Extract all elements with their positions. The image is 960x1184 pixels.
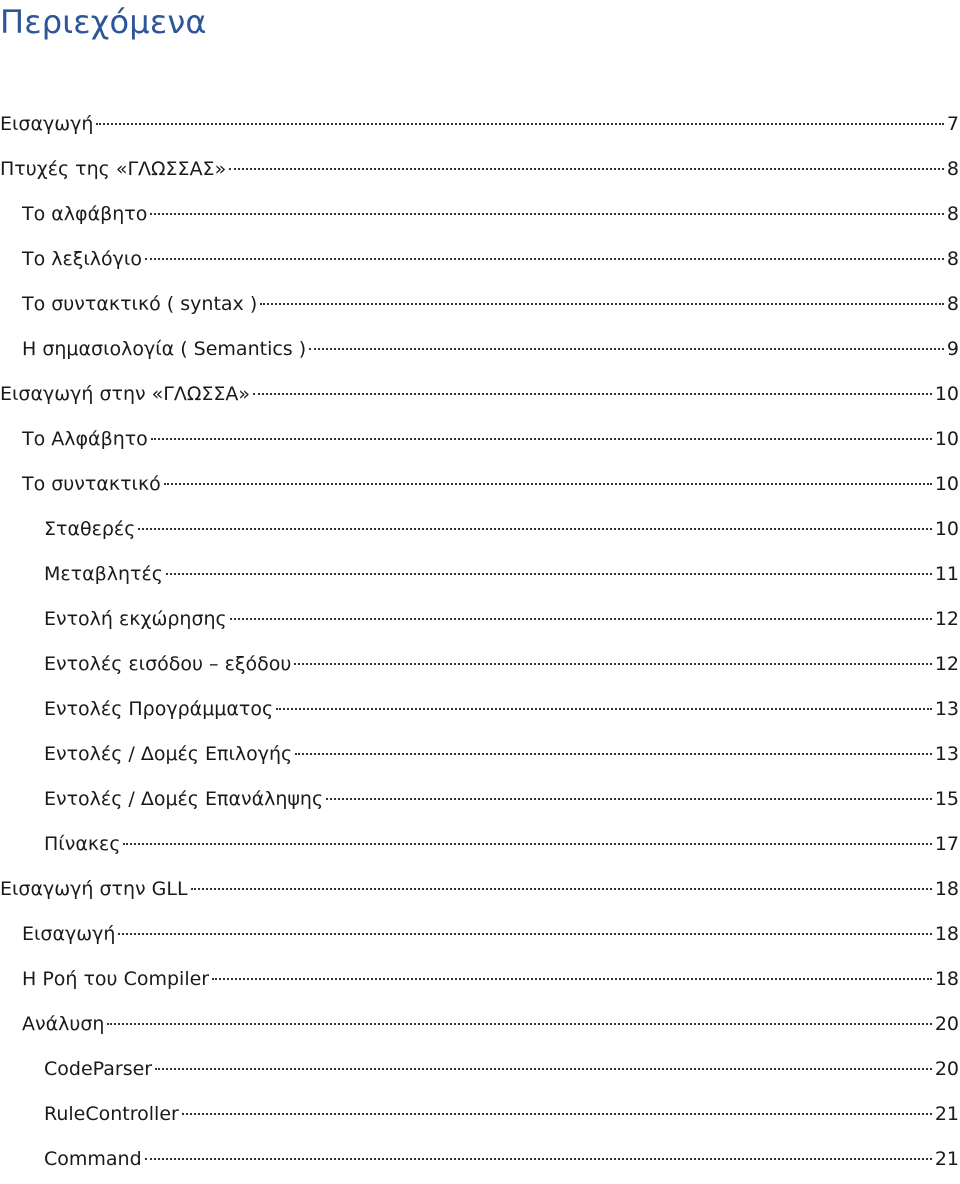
toc-entry-title[interactable]: Command <box>44 1148 142 1170</box>
dot-leader <box>138 528 931 530</box>
dot-leader <box>145 258 944 260</box>
toc-page-number[interactable]: 10 <box>934 518 959 540</box>
toc-entry-title[interactable]: Το λεξιλόγιο <box>22 248 142 270</box>
dot-leader <box>326 798 932 800</box>
dot-leader <box>164 483 932 485</box>
toc-entry-title[interactable]: Εντολές εισόδου – εξόδου <box>44 653 292 675</box>
dot-leader <box>191 888 932 890</box>
toc-page-number[interactable]: 13 <box>934 698 959 720</box>
toc-entry-title[interactable]: Εισαγωγή στην «ΓΛΩΣΣΑ» <box>0 383 251 405</box>
dot-leader <box>253 393 932 395</box>
toc-entry[interactable] <box>0 689 960 734</box>
toc-page-number[interactable]: 10 <box>934 428 959 450</box>
toc-page-number[interactable]: 18 <box>934 878 959 900</box>
toc-entry-title[interactable]: Εισαγωγή στην GLL <box>0 878 188 900</box>
toc-entry[interactable] <box>0 239 960 284</box>
toc-page-number[interactable]: 8 <box>946 158 959 180</box>
toc-entry-title[interactable]: Το συντακτικό <box>22 473 161 495</box>
toc-page-number[interactable]: 8 <box>946 293 959 315</box>
toc-entry-title[interactable]: Ανάλυση <box>22 1013 105 1035</box>
toc-page-number[interactable]: 9 <box>946 338 959 360</box>
toc-entry[interactable] <box>0 104 960 149</box>
toc-entry-title[interactable]: Εντολές / Δομές Επανάληψης <box>44 788 324 810</box>
dot-leader <box>151 438 932 440</box>
toc-page-number[interactable]: 12 <box>934 608 959 630</box>
dot-leader <box>150 213 944 215</box>
toc-entry-title[interactable]: Η σημασιολογία ( Semantics ) <box>22 338 307 360</box>
toc-entry[interactable] <box>0 284 960 329</box>
toc-page-number[interactable]: 13 <box>934 743 959 765</box>
toc-page-number[interactable]: 20 <box>934 1058 959 1080</box>
toc-entry-title[interactable]: Μεταβλητές <box>44 563 163 585</box>
toc-entry-title[interactable]: Το συντακτικό ( syntax ) <box>22 293 258 315</box>
dot-leader <box>260 303 944 305</box>
page-title: Περιεχόμενα <box>0 3 207 41</box>
toc-page-number[interactable]: 11 <box>934 563 959 585</box>
toc-entry[interactable] <box>0 329 960 374</box>
toc-page-number[interactable]: 18 <box>934 968 959 990</box>
dot-leader <box>230 618 932 620</box>
toc-page-number[interactable]: 8 <box>946 248 959 270</box>
dot-leader <box>166 573 932 575</box>
dot-leader <box>182 1113 932 1115</box>
toc-page-number[interactable]: 18 <box>934 923 959 945</box>
toc-entry[interactable] <box>0 1094 960 1139</box>
toc-entry[interactable] <box>0 149 960 194</box>
toc-entry[interactable] <box>0 824 960 869</box>
toc-page-number[interactable]: 8 <box>946 203 959 225</box>
toc-entry[interactable] <box>0 1004 960 1049</box>
dot-leader <box>276 708 932 710</box>
toc-entry[interactable] <box>0 419 960 464</box>
toc-entry[interactable] <box>0 1139 960 1184</box>
toc-entry-title[interactable]: Πίνακες <box>44 833 121 855</box>
toc-entry-title[interactable]: Πτυχές της «ΓΛΩΣΣΑΣ» <box>0 158 227 180</box>
toc-page-number[interactable]: 10 <box>934 473 959 495</box>
toc-entry-title[interactable]: Εντολές Προγράμματος <box>44 698 274 720</box>
dot-leader <box>229 168 944 170</box>
toc-entry[interactable] <box>0 959 960 1004</box>
toc-entry[interactable] <box>0 554 960 599</box>
toc-entry-title[interactable]: Εισαγωγή <box>0 113 94 135</box>
toc-entry-title[interactable]: Το αλφάβητο <box>22 203 148 225</box>
toc-page-number[interactable]: 15 <box>934 788 959 810</box>
dot-leader <box>309 348 944 350</box>
toc-page-number[interactable]: 10 <box>934 383 959 405</box>
toc-entry[interactable] <box>0 374 960 419</box>
toc-entry-title[interactable]: Εισαγωγή <box>22 923 116 945</box>
toc-entry[interactable] <box>0 464 960 509</box>
dot-leader <box>96 123 943 125</box>
toc-entry-title[interactable]: Το Αλφάβητο <box>22 428 148 450</box>
table-of-contents <box>0 104 960 1184</box>
toc-page-number[interactable]: 20 <box>934 1013 959 1035</box>
toc-page-number[interactable]: 17 <box>934 833 959 855</box>
dot-leader <box>295 753 932 755</box>
toc-entry[interactable] <box>0 194 960 239</box>
toc-entry[interactable] <box>0 914 960 959</box>
dot-leader <box>145 1158 932 1160</box>
toc-entry[interactable] <box>0 644 960 689</box>
toc-entry-title[interactable]: RuleController <box>44 1103 179 1125</box>
dot-leader <box>212 978 932 980</box>
toc-entry-title[interactable]: Εντολές / Δομές Επιλογής <box>44 743 293 765</box>
toc-page-number[interactable]: 7 <box>946 113 959 135</box>
toc-entry-title[interactable]: Εντολή εκχώρησης <box>44 608 227 630</box>
dot-leader <box>294 663 932 665</box>
toc-page-number[interactable]: 12 <box>934 653 959 675</box>
toc-entry-title[interactable]: Η Ροή του Compiler <box>22 968 210 990</box>
toc-entry[interactable] <box>0 734 960 779</box>
toc-entry[interactable] <box>0 599 960 644</box>
toc-page-number[interactable]: 21 <box>934 1148 959 1170</box>
toc-entry[interactable] <box>0 779 960 824</box>
toc-entry-title[interactable]: Σταθερές <box>44 518 136 540</box>
toc-entry-title[interactable]: CodeParser <box>44 1058 153 1080</box>
toc-entry[interactable] <box>0 869 960 914</box>
toc-entry[interactable] <box>0 509 960 554</box>
dot-leader <box>107 1023 931 1025</box>
dot-leader <box>123 843 931 845</box>
dot-leader <box>118 933 931 935</box>
dot-leader <box>155 1068 932 1070</box>
toc-page-number[interactable]: 21 <box>934 1103 959 1125</box>
toc-entry[interactable] <box>0 1049 960 1094</box>
